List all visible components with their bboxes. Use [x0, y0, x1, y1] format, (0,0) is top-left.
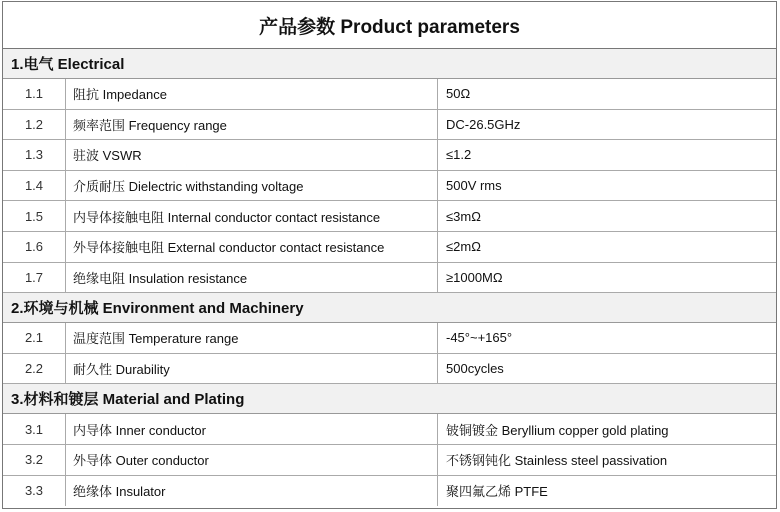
- row-number: 1.7: [3, 263, 66, 293]
- row-number: 3.2: [3, 445, 66, 475]
- parameter-value: ≥1000MΩ: [446, 269, 503, 285]
- row-number: 1.6: [3, 232, 66, 262]
- parameter-name: 外导体 Outer conductor: [66, 445, 438, 475]
- parameter-value: -45°~+165°: [446, 330, 513, 346]
- parameter-name: 外导体接触电阻 External conductor contact resistance: [66, 232, 438, 262]
- table-row: [3, 110, 776, 141]
- row-number: 3.1: [3, 414, 66, 444]
- parameter-name: 驻波 VSWR: [66, 140, 438, 170]
- parameter-value: 不锈钢钝化 Stainless steel passivation: [446, 453, 668, 469]
- row-number: 1.1: [3, 79, 66, 109]
- parameter-value: 铍铜镀金 Beryllium copper gold plating: [446, 422, 669, 438]
- parameter-name: 耐久性 Durability: [66, 354, 438, 384]
- row-number: 3.3: [3, 476, 66, 507]
- parameter-name: 频率范围 Frequency range: [66, 110, 438, 140]
- parameter-value: ≤3mΩ: [446, 208, 481, 224]
- table-row: [3, 79, 776, 110]
- parameter-value: ≤1.2: [446, 147, 472, 163]
- parameter-value: 500V rms: [446, 178, 502, 194]
- table-row: [3, 354, 776, 385]
- section-heading-material: 3.材料和镀层 Material and Plating: [3, 384, 776, 414]
- parameter-name: 介质耐压 Dielectric withstanding voltage: [66, 171, 438, 201]
- parameter-name: 内导体 Inner conductor: [66, 414, 438, 444]
- table-row: [3, 263, 776, 294]
- table-row: [3, 476, 776, 507]
- section-heading-environment: 2.环境与机械 Environment and Machinery: [3, 293, 776, 323]
- row-number: 1.4: [3, 171, 66, 201]
- table-title: 产品参数 Product parameters: [3, 2, 776, 49]
- row-number: 1.2: [3, 110, 66, 140]
- table-row: [3, 201, 776, 232]
- table-row: [3, 140, 776, 171]
- parameter-value: 聚四氟乙烯 PTFE: [446, 484, 548, 500]
- row-number: 1.3: [3, 140, 66, 170]
- parameter-value: 50Ω: [446, 86, 471, 102]
- parameter-name: 绝缘电阻 Insulation resistance: [66, 263, 438, 293]
- table-row: [3, 171, 776, 202]
- parameter-value: ≤2mΩ: [446, 239, 481, 255]
- section-heading-electrical: 1.电气 Electrical: [3, 49, 776, 79]
- row-number: 2.1: [3, 323, 66, 353]
- table-row: [3, 232, 776, 263]
- parameter-name: 内导体接触电阻 Internal conductor contact resistance: [66, 201, 438, 231]
- row-number: 2.2: [3, 354, 66, 384]
- row-number: 1.5: [3, 201, 66, 231]
- table-row: [3, 323, 776, 354]
- parameter-name: 温度范围 Temperature range: [66, 323, 438, 353]
- parameter-value: 500cycles: [446, 361, 504, 377]
- parameter-name: 绝缘体 Insulator: [66, 476, 438, 507]
- table-row: [3, 414, 776, 445]
- parameter-value: DC-26.5GHz: [446, 116, 521, 132]
- parameter-name: 阻抗 Impedance: [66, 79, 438, 109]
- table-row: [3, 445, 776, 476]
- product-parameters-table: [2, 1, 777, 509]
